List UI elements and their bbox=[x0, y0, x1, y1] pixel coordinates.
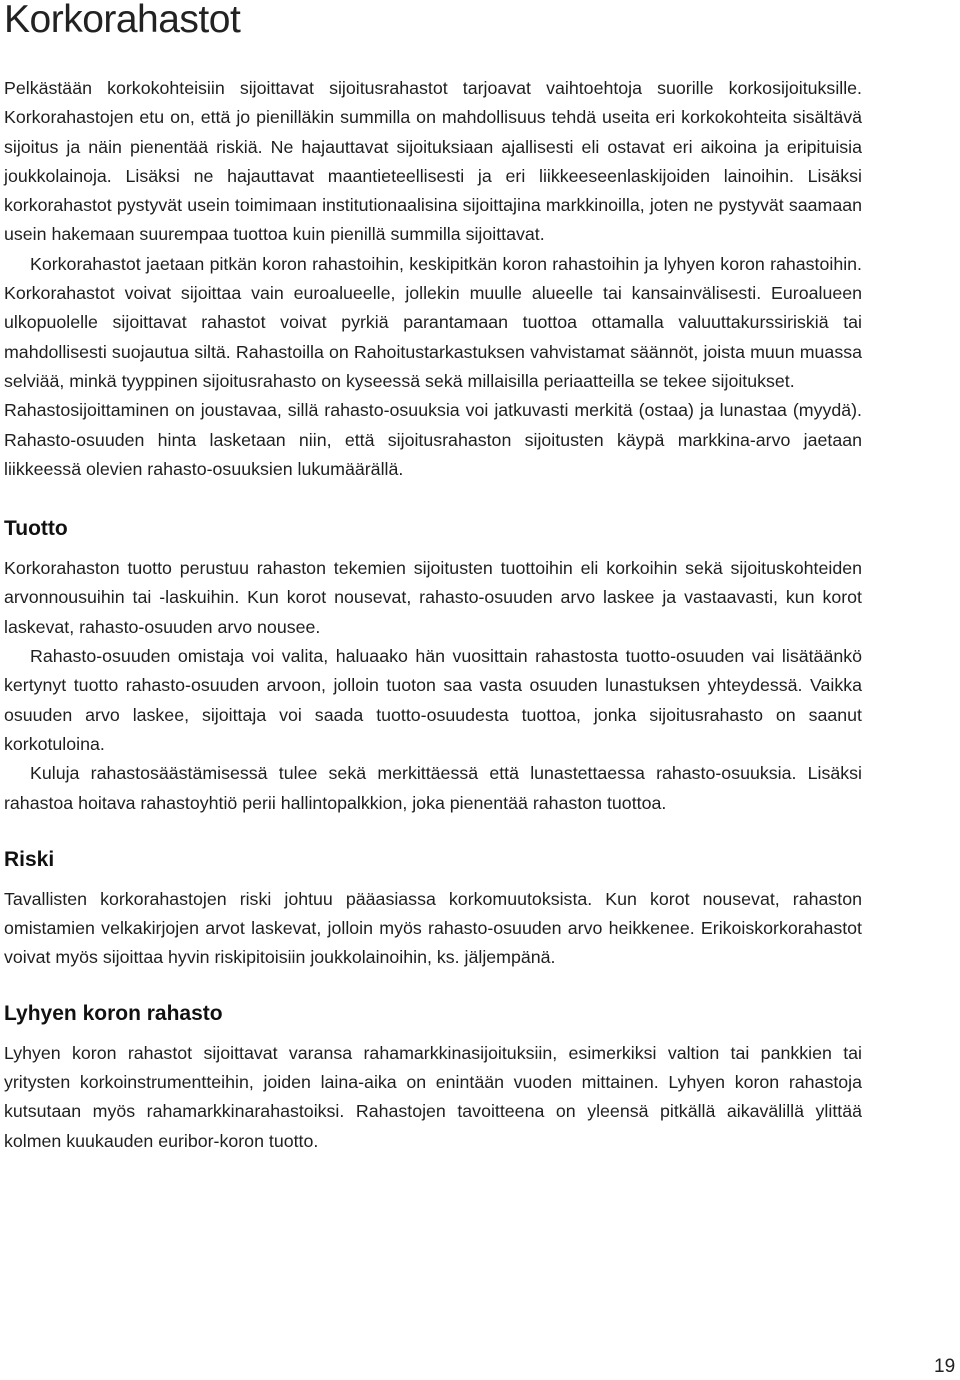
section-heading-riski: Riski bbox=[4, 847, 55, 871]
section-riski bbox=[4, 846, 862, 973]
page-title: Korkorahastot bbox=[4, 0, 241, 41]
tuotto-paragraph-1: Korkorahaston tuotto perustuu rahaston tekemien sijoitusten tuottoihin eli korkoihin sekä sijoituskohteiden arvonnousuihin tai -laskuihin. Kun korot nousevat, rahasto-osuuden arvo laskee ja vastaavasti, kun korot laskevat, rahasto-osuuden arvo nousee. bbox=[4, 558, 862, 637]
riski-paragraph-1: Tavallisten korkorahastojen riski johtuu pääasiassa korkomuutoksista. Kun korot nousevat, rahaston omistamien velkakirjojen arvot laskevat, jolloin myös rahasto-osuuden arvo heikkenee. Erikoiskorkorahastot voivat myös sijoittaa hyvin riskipitoisiin joukkolainoihin, ks. jäljempänä. bbox=[4, 888, 862, 968]
section-heading-tuotto: Tuotto bbox=[4, 517, 68, 541]
tuotto-paragraph-3: Kuluja rahastosäästämisessä tulee sekä merkittäessä että lunastettaessa rahasto-osuuksia. Lisäksi rahastoa hoitava rahastoyhtiö perii hallintopalkkion, joka pienentää rahaston tuottoa. bbox=[4, 763, 862, 813]
intro-section bbox=[4, 74, 862, 484]
section-lyhyen-koron-rahasto bbox=[4, 1000, 862, 1156]
tuotto-paragraph-2: Rahasto-osuuden omistaja voi valita, haluaako hän vuosittain rahastosta tuotto-osuuden vai lisätäänkö kertynyt tuotto rahasto-osuuden arvoon, jolloin tuoton saa vasta osuuden lunastuksen yhteydessä. Vaikka osuuden arvo laskee, sijoittaja voi saada tuotto-osuudesta tuottoa, jonka sijoitusrahasto on saanut korkotuloina. bbox=[4, 646, 862, 754]
lyhyen-paragraph-1: Lyhyen koron rahastot sijoittavat varansa rahamarkkinasijoituksiin, esimerkiksi valtion tai pankkien tai yritysten korkoinstrumentteihin, joiden laina-aika on enintään vuoden mittainen. Lyhyen koron rahastoja kutsutaan myös rahamarkkinarahastoiksi. Rahastojen tavoitteena on yleensä pitkällä aikavälillä ylittää kolmen kuukauden euribor-koron tuotto. bbox=[4, 1042, 862, 1151]
intro-paragraph-1: Pelkästään korkokohteisiin sijoittavat sijoitusrahastot tarjoavat vaihtoehtoja suorille korkosijoituksille. Korkorahastojen etu on, että jo pienilläkin summilla on mahdollisuus tehdä useita eri korkokohteita sisältävä sijoitus ja näin pienentää riskiä. Ne hajauttavat sijoituksiaan ajallisesti eli ostavat eri aikoina ja eripituisia joukkolainoja. Lisäksi ne hajauttavat maantieteellisesti ja eri liikkeeseenlaskijoiden lainoihin. Lisäksi korkorahastot pystyvät usein toimimaan institutionaalisina sijoittajina markkinoilla, joten ne pystyvät saamaan usein hakemaan suurempaa tuottoa kuin pienillä summilla sijoittavat. bbox=[4, 78, 862, 245]
document-page bbox=[4, 0, 862, 1156]
intro-paragraph-3: Rahastosijoittaminen on joustavaa, sillä rahasto-osuuksia voi jatkuvasti merkitä (ostaa) ja lunastaa (myydä). Rahasto-osuuden hinta lasketaan niin, että sijoitusrahaston sijoitusten käypä markkina-arvo jaetaan liikkeessä olevien rahasto-osuuksien lukumäärällä. bbox=[4, 400, 862, 479]
section-heading-lyhyen-koron-rahasto: Lyhyen koron rahasto bbox=[4, 1001, 223, 1025]
section-tuotto bbox=[4, 515, 862, 818]
page-number: 19 bbox=[934, 1356, 956, 1377]
intro-paragraph-2: Korkorahastot jaetaan pitkän koron rahastoihin, keskipitkän koron rahastoihin ja lyhyen koron rahastoihin. Korkorahastot voivat sijoittaa vain euroalueelle, jollekin muulle alueelle tai kansainvälisesti. Euroalueen ulkopuolelle sijoittavat rahastot voivat pyrkiä parantamaan tuottoa ottamalla valuuttakurssiriskiä tai mahdollisesti suojautua siltä. Rahastoilla on Rahoitustarkastuksen vahvistamat säännöt, joista muun muassa selviää, minkä tyyppinen sijoitusrahasto on kyseessä sekä millaisilla periaatteilla se tekee sijoitukset. bbox=[4, 253, 862, 391]
